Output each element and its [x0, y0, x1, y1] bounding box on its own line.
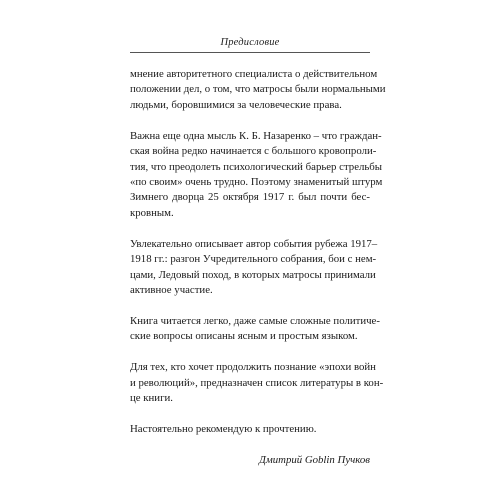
text-line: Книга читается легко, даже самые сложные политиче- [130, 315, 380, 328]
paragraph [130, 67, 386, 113]
text-line: людьми, боровшимися за человеческие права. [130, 98, 342, 111]
text-line: цами, Ледовый поход, в которых матросы принимали [130, 268, 376, 281]
text-line: и революций», предназначен список литературы в кон- [130, 376, 384, 389]
text-line: Увлекательно описывает автор события рубежа 1917– [130, 237, 378, 250]
paragraph [130, 237, 378, 299]
text-line: тия, что преодолеть психологический барьер стрельбы [130, 160, 383, 173]
paragraph [130, 314, 380, 345]
text-line: 1918 гг.: разгон Учредительного собрания, бои с нем- [130, 253, 377, 266]
author-signature: Дмитрий Goblin Пучков [258, 454, 370, 467]
text-line: Важна еще одна мысль К. Б. Назаренко – что граждан- [130, 129, 382, 142]
text-line: це книги. [130, 392, 173, 405]
text-line: ские вопросы описаны ясным и простым языком. [130, 330, 358, 343]
text-line: Зимнего дворца 25 октября 1917 г. был почти бес- [130, 191, 370, 204]
header-rule [130, 52, 370, 53]
paragraph [130, 129, 383, 221]
text-line: «по своим» очень трудно. Поэтому знаменитый штурм [130, 176, 383, 189]
body-text [130, 67, 386, 469]
paragraph [130, 360, 384, 406]
text-line: мнение авторитетного специалиста о действительном [130, 68, 378, 80]
paragraph [130, 422, 370, 437]
text-line: ская война редко начинается с большого кровопроли- [130, 145, 377, 158]
text-line: активное участие. [130, 284, 213, 297]
text-line: Настоятельно рекомендую к прочтению. [130, 423, 317, 436]
text-line: положении дел, о том, что матросы были нормальными [130, 83, 386, 96]
running-head: Предисловие [220, 37, 280, 48]
text-line: Для тех, кто хочет продолжить познание «эпохи войн [130, 361, 376, 374]
text-line: кровным. [130, 206, 174, 219]
